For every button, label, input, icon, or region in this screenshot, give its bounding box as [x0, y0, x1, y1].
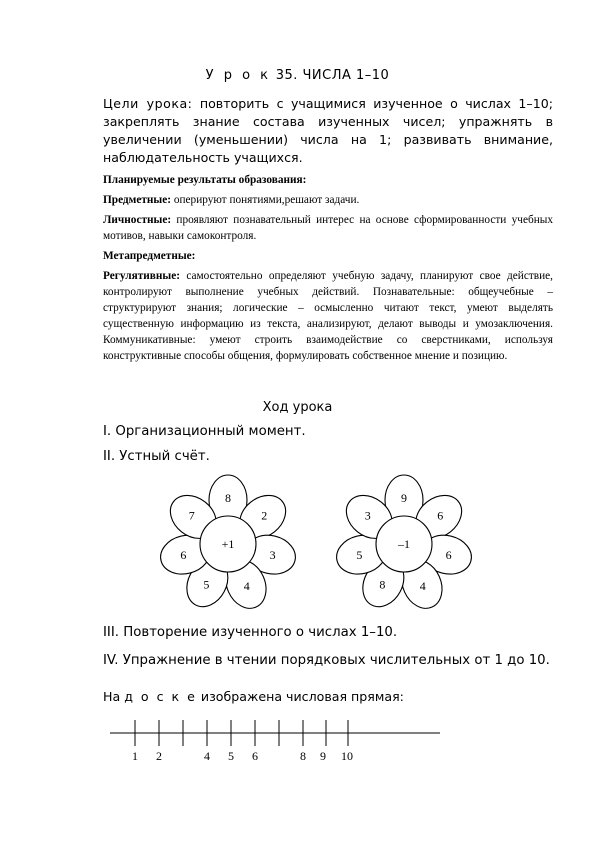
petal-number: 5	[203, 577, 210, 592]
lesson-title-rest: 35. ЧИСЛА 1–10	[275, 68, 390, 83]
petal-number: 5	[356, 548, 363, 563]
flower-plus-one	[156, 475, 299, 615]
section-2-heading: II. Устный счёт.	[103, 449, 210, 464]
flower-center-operation: –1	[398, 537, 410, 551]
number-line-label: 1	[132, 749, 138, 763]
board-prefix: На	[103, 689, 125, 704]
section-4-heading: IV. Упражнение в чтении порядковых числительных от 1 до 10.	[103, 653, 550, 668]
petal-number: 2	[261, 508, 268, 523]
petal-number: 3	[364, 508, 371, 523]
board-rest: изображена числовая прямая:	[196, 689, 404, 704]
goals-label: Цели урока:	[103, 96, 193, 111]
board-spaced-word: д о с к е	[124, 689, 197, 704]
petal-number: 6	[445, 548, 452, 563]
course-heading: Ход урока	[262, 400, 333, 415]
subject-label: Предметные:	[103, 194, 172, 206]
petal-number: 7	[188, 508, 195, 523]
personal-text: проявляют познавательный интерес на основе сформированности учебных мотивов, навыки самоконтроля.	[103, 214, 553, 242]
flower-minus-one	[332, 475, 475, 615]
petal-number: 8	[225, 491, 231, 505]
goals-text: повторить с учащимися изученное о числах 1–10; закреплять знание состава изученных чисел; упражнять в увеличении (уменьшении) числа на 1; развивать внимание, наблюдательность учащихся.	[103, 96, 553, 165]
petal-number: 4	[243, 579, 250, 594]
flower-center-operation: +1	[221, 537, 235, 551]
petal-number: 6	[180, 548, 187, 563]
petal-number: 4	[419, 579, 426, 594]
number-line	[110, 720, 440, 763]
personal-label: Личностные:	[103, 214, 172, 226]
petal-number: 6	[437, 508, 444, 523]
number-line-label: 5	[228, 749, 234, 763]
petal-number: 3	[269, 548, 276, 563]
section-3-heading: III. Повторение изученного о числах 1–10.	[103, 625, 398, 640]
subject-text: оперируют понятиями,решают задачи.	[171, 194, 360, 206]
number-line-label: 9	[320, 749, 326, 763]
regulative-text: самостоятельно определяют учебную задачу, планируют свое действие, контролируют выполнение учебных действий. Познавательные: общеучебные – структурируют знания; логические – осмысленно читают текст, умеют выделять существенную информацию из текста, анализируют, делают выводы и умозаключения. Коммуникативные: умеют строить взаимодействие со сверстниками, используя конструктивные способы общения, формулировать собственное мнение и позицию.	[103, 270, 553, 362]
petal-number: 8	[379, 577, 386, 592]
regulative-label: Регулятивные:	[103, 270, 180, 282]
number-line-label: 4	[204, 749, 210, 763]
number-line-label: 6	[252, 749, 258, 763]
number-line-label: 10	[341, 749, 353, 763]
meta-heading: Метапредметные:	[103, 250, 196, 262]
section-1-heading: I. Организационный момент.	[103, 424, 306, 439]
results-heading: Планируемые результаты образования:	[103, 174, 307, 186]
board-sentence	[103, 689, 404, 704]
lesson-title-prefix: У р о к	[205, 68, 272, 83]
petal-number: 9	[401, 491, 407, 505]
number-line-label: 8	[300, 749, 306, 763]
number-line-label: 2	[156, 749, 162, 763]
